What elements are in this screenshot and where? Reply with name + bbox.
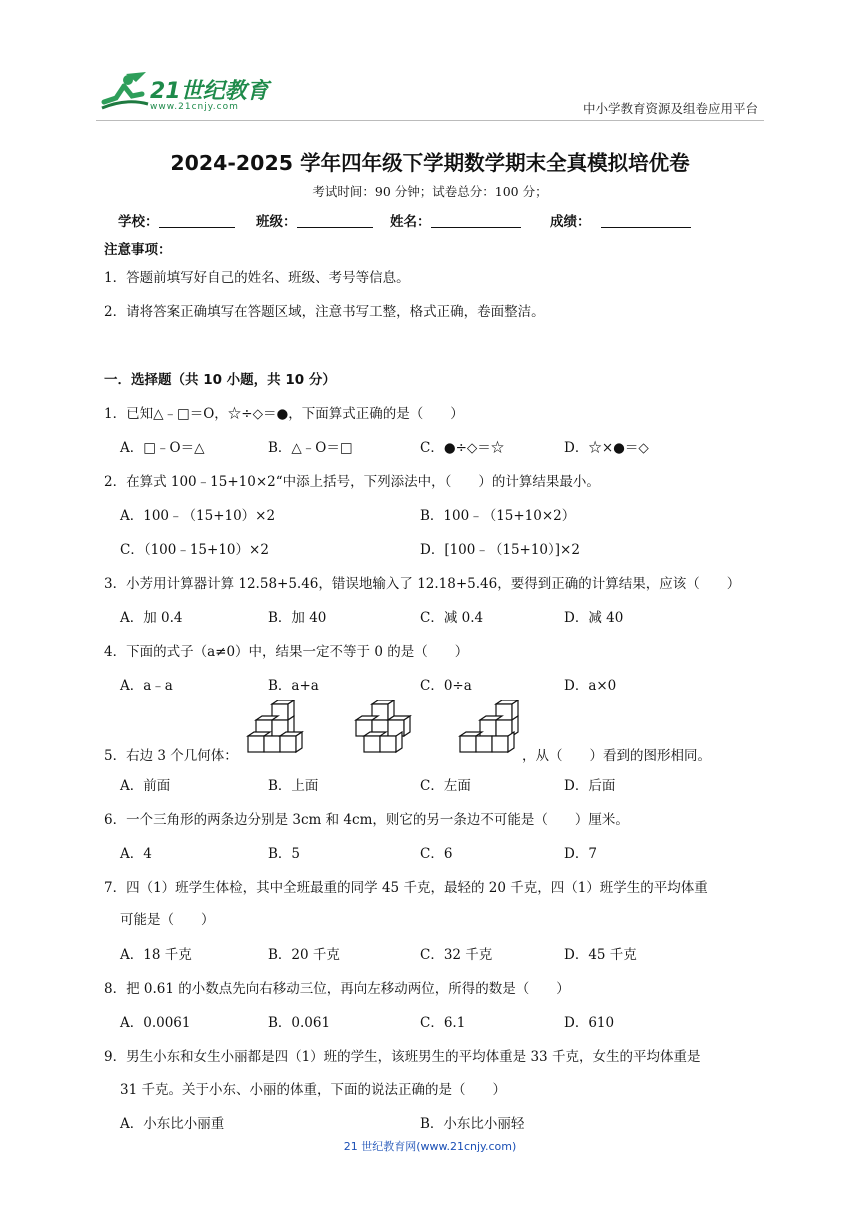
q2-option-c[interactable]: C．（100﹣15+10）×2	[120, 542, 269, 558]
q1-option-d[interactable]: D．☆×●＝◇	[564, 440, 649, 456]
q2-option-a[interactable]: A．100﹣（15+10）×2	[120, 508, 276, 524]
footer-link[interactable]: 21 世纪教育网(www.21cnjy.com)	[343, 1140, 517, 1153]
q1-option-a[interactable]: A．□﹣O＝△	[120, 440, 205, 456]
q6-option-b[interactable]: B．5	[268, 846, 301, 862]
cube-figure-3	[456, 700, 528, 756]
cube-figure-1	[244, 700, 316, 756]
q8-option-d[interactable]: D．610	[564, 1015, 615, 1031]
cube-figure-2	[350, 700, 422, 756]
name-field: 姓名：	[390, 210, 521, 230]
q4-option-c[interactable]: C．0÷a	[420, 678, 472, 694]
q4-option-b[interactable]: B．a+a	[268, 678, 319, 694]
page-title: 2024-2025 学年四年级下学期数学期末全真模拟培优卷	[170, 151, 690, 175]
q6-option-d[interactable]: D．7	[564, 846, 597, 862]
question-stem-6: 6．一个三角形的两条边分别是 3cm 和 4cm，则它的另一条边不可能是（ ）厘米。	[104, 812, 629, 828]
q7-option-b[interactable]: B．20 千克	[268, 947, 340, 963]
student-info-row	[118, 210, 758, 232]
logo-text: 21世纪教育	[150, 79, 269, 104]
header-tagline: 中小学教育资源及组卷应用平台	[582, 101, 758, 116]
q3-option-d[interactable]: D．减 40	[564, 610, 624, 626]
q5-option-a[interactable]: A．前面	[120, 778, 171, 794]
q1-option-b[interactable]: B．△﹣O＝□	[268, 440, 353, 456]
header-divider	[96, 120, 764, 121]
class-field: 班级：	[256, 210, 373, 230]
q3-option-c[interactable]: C．减 0.4	[420, 610, 484, 626]
class-blank[interactable]	[297, 213, 373, 228]
q5-option-d[interactable]: D．后面	[564, 778, 616, 794]
question-stem-7-cont: 可能是（ ）	[120, 912, 215, 928]
q7-option-c[interactable]: C．32 千克	[420, 947, 493, 963]
q6-option-a[interactable]: A．4	[120, 846, 152, 862]
q2-option-d[interactable]: D．[100﹣（15+10）]×2	[420, 542, 580, 558]
q3-option-a[interactable]: A．加 0.4	[120, 610, 183, 626]
note-item: 1．答题前填写好自己的姓名、班级、考号等信息。	[104, 270, 410, 286]
note-item: 2．请将答案正确填写在答题区域，注意书写工整，格式正确，卷面整洁。	[104, 304, 545, 320]
question-stem-8: 8．把 0.61 的小数点先向右移动三位，再向左移动两位，所得的数是（ ）	[104, 981, 570, 997]
question-stem-9: 9．男生小东和女生小丽都是四（1）班的学生，该班男生的平均体重是 33 千克，女生的平均体重是	[104, 1049, 701, 1065]
q4-option-a[interactable]: A．a﹣a	[120, 678, 173, 694]
name-blank[interactable]	[431, 213, 521, 228]
question-stem-5-post: ，从（ ）看到的图形相同。	[522, 748, 711, 764]
question-stem-5-pre: 5．右边 3 个几何体：	[104, 748, 238, 764]
q8-option-a[interactable]: A．0.0061	[120, 1015, 191, 1031]
section-heading: 一．选择题（共 10 小题，共 10 分）	[104, 372, 336, 388]
school-field: 学校：	[118, 210, 235, 230]
q7-option-d[interactable]: D．45 千克	[564, 947, 637, 963]
score-field: 成绩：	[550, 210, 691, 230]
q9-option-a[interactable]: A．小东比小丽重	[120, 1116, 225, 1132]
notes-heading: 注意事项：	[104, 242, 172, 258]
q8-option-c[interactable]: C．6.1	[420, 1015, 466, 1031]
q5-option-b[interactable]: B．上面	[268, 778, 319, 794]
q7-option-a[interactable]: A．18 千克	[120, 947, 192, 963]
exam-subtitle: 考试时间：90 分钟；试卷总分：100 分；	[312, 184, 548, 199]
school-blank[interactable]	[159, 213, 235, 228]
question-stem-3: 3．小芳用计算器计算 12.58+5.46，错误地输入了 12.18+5.46，要得到正确的计算结果，应该（ ）	[104, 576, 741, 592]
q2-option-b[interactable]: B．100﹣（15+10×2）	[420, 508, 576, 524]
score-blank[interactable]	[601, 213, 691, 228]
question-stem-9-cont: 31 千克。关于小东、小丽的体重，下面的说法正确的是（ ）	[120, 1082, 506, 1098]
question-stem-7: 7．四（1）班学生体检，其中全班最重的同学 45 千克，最轻的 20 千克，四（1）班学生的平均体重	[104, 880, 708, 896]
logo-url: www.21cnjy.com	[150, 102, 239, 112]
q8-option-b[interactable]: B．0.061	[268, 1015, 331, 1031]
question-stem-4: 4．下面的式子（a≠0）中，结果一定不等于 0 的是（ ）	[104, 644, 469, 660]
q6-option-c[interactable]: C．6	[420, 846, 453, 862]
q9-option-b[interactable]: B．小东比小丽轻	[420, 1116, 525, 1132]
q4-option-d[interactable]: D．a×0	[564, 678, 617, 694]
question-stem-1: 1．已知△﹣□＝O，☆÷◇＝●，下面算式正确的是（ ）	[104, 406, 464, 422]
question-stem-2: 2．在算式 100﹣15+10×2“中添上括号，下列添法中，（ ）的计算结果最小。	[104, 474, 600, 490]
q1-option-c[interactable]: C．●÷◇＝☆	[420, 440, 505, 456]
q5-option-c[interactable]: C．左面	[420, 778, 471, 794]
q3-option-b[interactable]: B．加 40	[268, 610, 327, 626]
